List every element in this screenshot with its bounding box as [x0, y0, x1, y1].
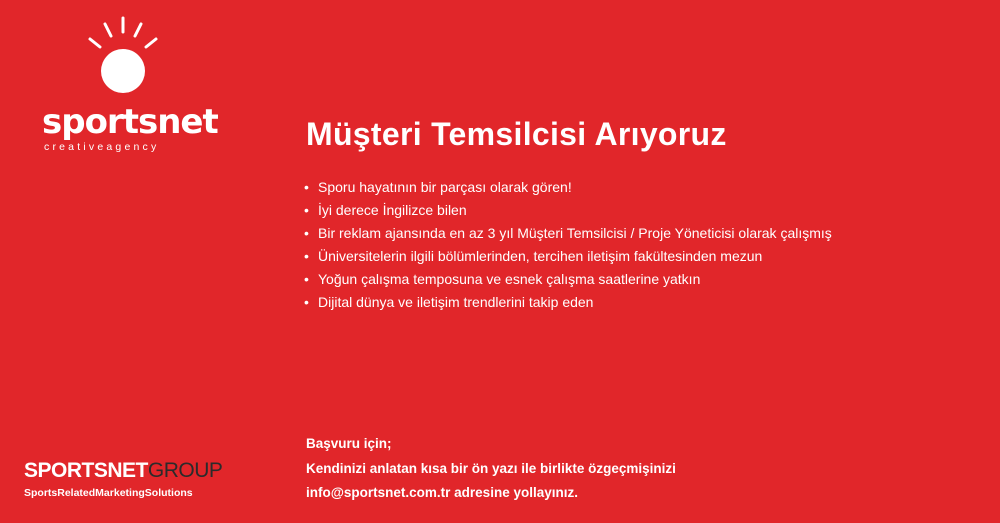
apply-heading: Başvuru için;: [306, 436, 392, 451]
brand-tagline: creativeagency: [44, 141, 160, 153]
bullet: •: [304, 271, 309, 287]
requirement-text: Üniversitelerin ilgili bölümlerinden, tercihen iletişim fakültesinden mezun: [318, 248, 763, 264]
apply-email: info@sportsnet.com.tr adresine yollayınız.: [306, 485, 578, 500]
bullet: •: [304, 294, 309, 310]
requirement-text: Sporu hayatının bir parçası olarak gören!: [318, 179, 572, 195]
list-item: [304, 222, 832, 245]
group-name: [24, 459, 222, 483]
application-info: [306, 432, 676, 506]
list-item: [304, 291, 832, 314]
apply-instruction: Kendinizi anlatan kısa bir ön yazı ile birlikte özgeçmişinizi: [306, 460, 676, 476]
sportsnet-logo: [38, 14, 218, 159]
requirement-text: Dijital dünya ve iletişim trendlerini takip eden: [318, 294, 594, 310]
requirement-text: İyi derece İngilizce bilen: [318, 202, 467, 218]
sportsnet-group-logo: [24, 459, 222, 499]
list-item: [304, 176, 832, 199]
bullet: •: [304, 225, 309, 241]
group-name-part1: SPORTSNET: [24, 459, 148, 482]
brand-name: sportsnet: [42, 102, 218, 142]
list-item: [304, 268, 832, 291]
sun-icon: [72, 14, 172, 94]
group-tagline: SportsRelatedMarketingSolutions: [24, 487, 193, 499]
page-title: Müşteri Temsilcisi Arıyoruz: [306, 116, 727, 152]
bullet: •: [304, 179, 309, 195]
bullet: •: [304, 202, 309, 218]
requirement-text: Bir reklam ajansında en az 3 yıl Müşteri Temsilcisi / Proje Yöneticisi olarak çalışmış: [318, 225, 832, 241]
requirement-text: Yoğun çalışma temposuna ve esnek çalışma saatlerine yatkın: [318, 271, 701, 287]
list-item: [304, 245, 832, 268]
group-name-part2: GROUP: [147, 459, 223, 482]
requirements-list: [304, 176, 832, 314]
list-item: [304, 199, 832, 222]
bullet: •: [304, 248, 309, 264]
